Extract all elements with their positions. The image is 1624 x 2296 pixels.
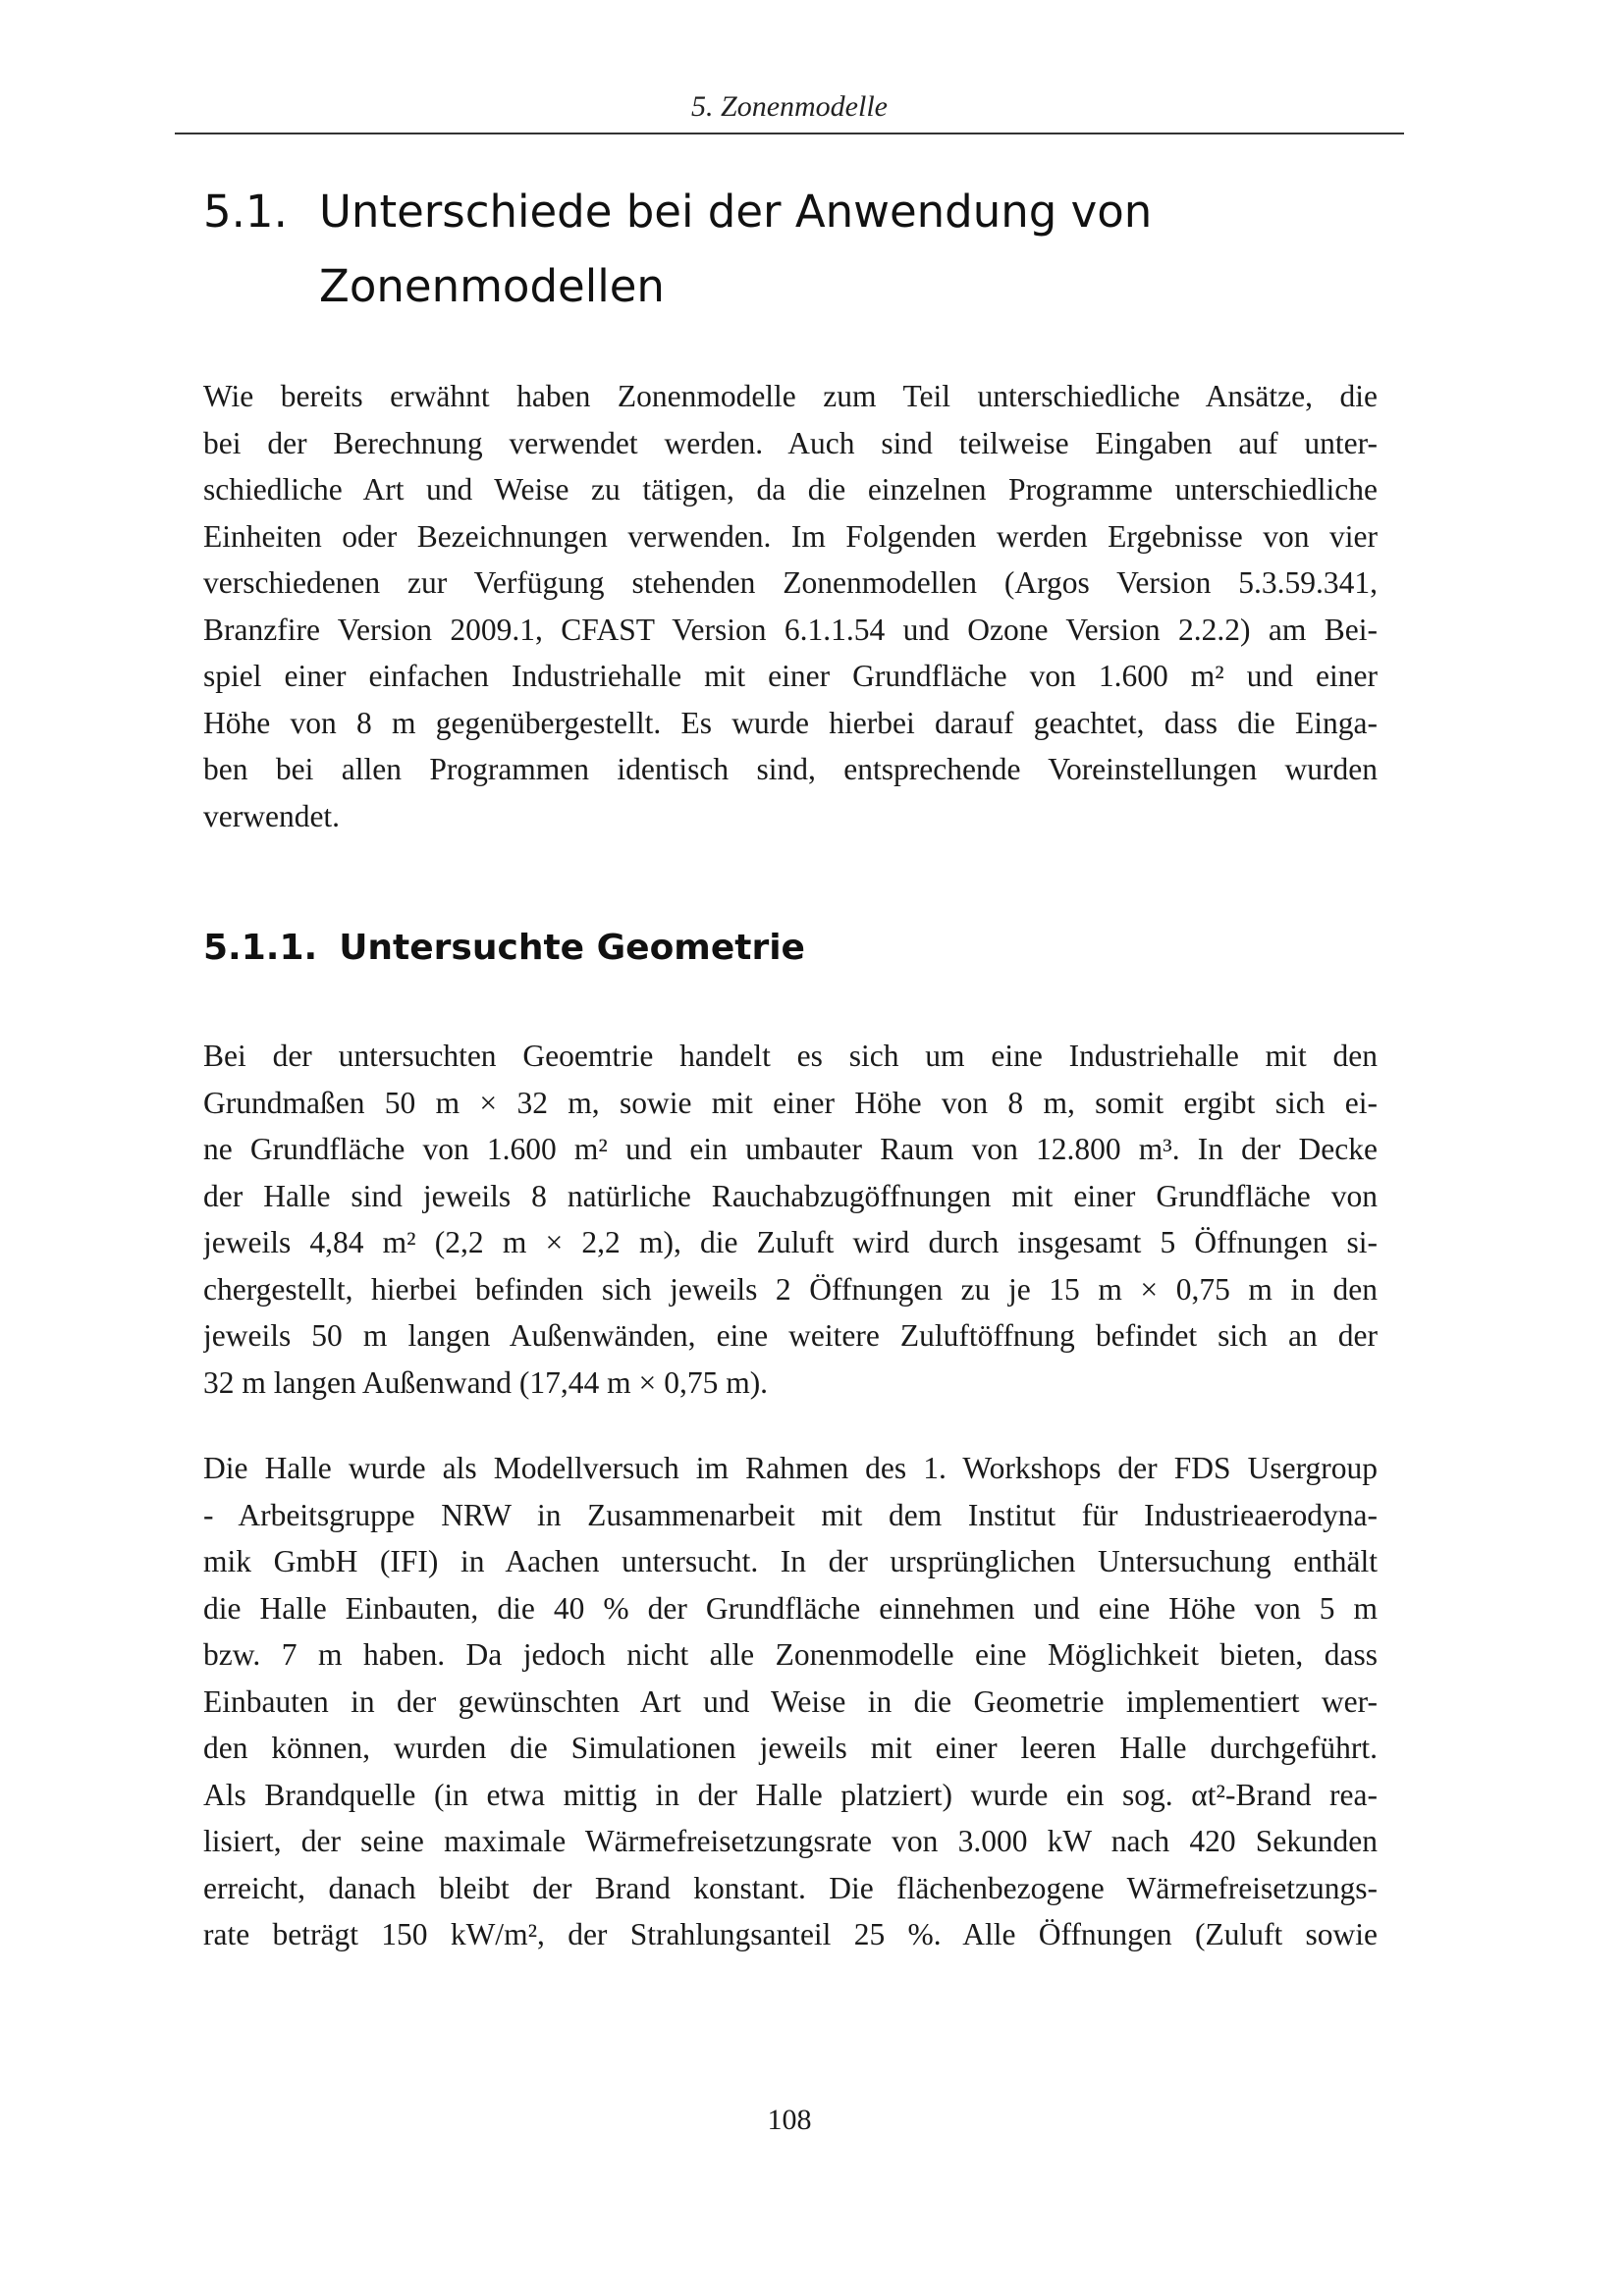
subsection-title: Untersuchte Geometrie	[339, 928, 805, 968]
text-line: - Arbeitsgruppe NRW in Zusammenarbeit mit dem Institut für Industrieaerodyna-	[203, 1497, 1378, 1532]
text-line: Einheiten oder Bezeichnungen verwenden. Im Folgenden werden Ergebnisse von vier	[203, 518, 1378, 554]
text-line: bei der Berechnung verwendet werden. Auch sind teilweise Eingaben auf unter-	[203, 425, 1378, 460]
text-line: ben bei allen Programmen identisch sind, entsprechende Voreinstellungen wurden	[203, 752, 1378, 786]
subsection-heading	[203, 928, 805, 968]
page-number: 108	[767, 2104, 812, 2136]
text-line: die Halle Einbauten, die 40 % der Grundfläche einnehmen und eine Höhe von 5 m	[203, 1590, 1378, 1626]
subsection-number: 5.1.1.	[203, 928, 318, 968]
text-line: bzw. 7 m haben. Da jedoch nicht alle Zonenmodelle eine Möglichkeit bieten, dass	[203, 1637, 1378, 1672]
text-line: jeweils 4,84 m² (2,2 m × 2,2 m), die Zuluft wird durch insgesamt 5 Öffnungen si-	[203, 1225, 1378, 1259]
paragraph-experiment	[203, 1445, 1378, 1958]
text-line: Die Halle wurde als Modellversuch im Rahmen des 1. Workshops der FDS Usergroup	[203, 1451, 1378, 1485]
section-number: 5.1.	[203, 186, 288, 238]
text-line: Grundmaßen 50 m × 32 m, sowie mit einer Höhe von 8 m, somit ergibt sich ei-	[203, 1085, 1378, 1120]
text-line: lisiert, der seine maximale Wärmefreisetzungsrate von 3.000 kW nach 420 Sekunden	[203, 1824, 1378, 1858]
text-line: rate beträgt 150 kW/m², der Strahlungsanteil 25 %. Alle Öffnungen (Zuluft sowie	[203, 1917, 1378, 1951]
text-line: ne Grundfläche von 1.600 m² und ein umbauter Raum von 12.800 m³. In der Decke	[203, 1132, 1378, 1166]
text-line: 32 m langen Außenwand (17,44 m × 0,75 m).	[203, 1364, 769, 1400]
text-line: Als Brandquelle (in etwa mittig in der Halle platziert) wurde ein sog. αt²-Brand rea-	[203, 1777, 1378, 1812]
text-line: verschiedenen zur Verfügung stehenden Zonenmodellen (Argos Version 5.3.59.341,	[203, 565, 1378, 600]
text-line: den können, wurden die Simulationen jeweils mit einer leeren Halle durchgeführt.	[203, 1731, 1378, 1765]
header-rule	[175, 133, 1404, 134]
text-line: chergestellt, hierbei befinden sich jeweils 2 Öffnungen zu je 15 m × 0,75 m in den	[203, 1271, 1378, 1307]
text-line: spiel einer einfachen Industriehalle mit einer Grundfläche von 1.600 m² und einer	[203, 659, 1378, 693]
paragraph-intro	[203, 373, 1378, 839]
text-line: Einbauten in der gewünschten Art und Weise in die Geometrie implementiert wer-	[203, 1683, 1378, 1719]
section-title: Unterschiede bei der Anwendung von Zonenmodellen	[319, 186, 1153, 312]
text-line: der Halle sind jeweils 8 natürliche Rauchabzugöffnungen mit einer Grundfläche von	[203, 1178, 1378, 1213]
text-line: Branzfire Version 2009.1, CFAST Version 6.1.1.54 und Ozone Version 2.2.2) am Bei-	[203, 612, 1378, 647]
text-line: verwendet.	[203, 798, 341, 833]
running-header: 5. Zonenmodelle	[691, 90, 888, 123]
text-line: mik GmbH (IFI) in Aachen untersucht. In der ursprünglichen Untersuchung enthält	[203, 1544, 1378, 1578]
text-line: Höhe von 8 m gegenübergestellt. Es wurde hierbei darauf geachtet, dass die Einga-	[203, 705, 1378, 740]
text-line: Bei der untersuchten Geoemtrie handelt es sich um eine Industriehalle mit den	[203, 1039, 1378, 1073]
text-line: erreicht, danach bleibt der Brand konstant. Die flächenbezogene Wärmefreisetzungs-	[203, 1870, 1378, 1905]
text-line: Wie bereits erwähnt haben Zonenmodelle zum Teil unterschiedliche Ansätze, die	[203, 379, 1378, 413]
paragraph-geometry	[203, 1033, 1378, 1406]
text-line: schiedliche Art und Weise zu tätigen, da die einzelnen Programme unterschiedliche	[203, 472, 1378, 507]
text-line: jeweils 50 m langen Außenwänden, eine weitere Zuluftöffnung befindet sich an der	[203, 1318, 1378, 1353]
